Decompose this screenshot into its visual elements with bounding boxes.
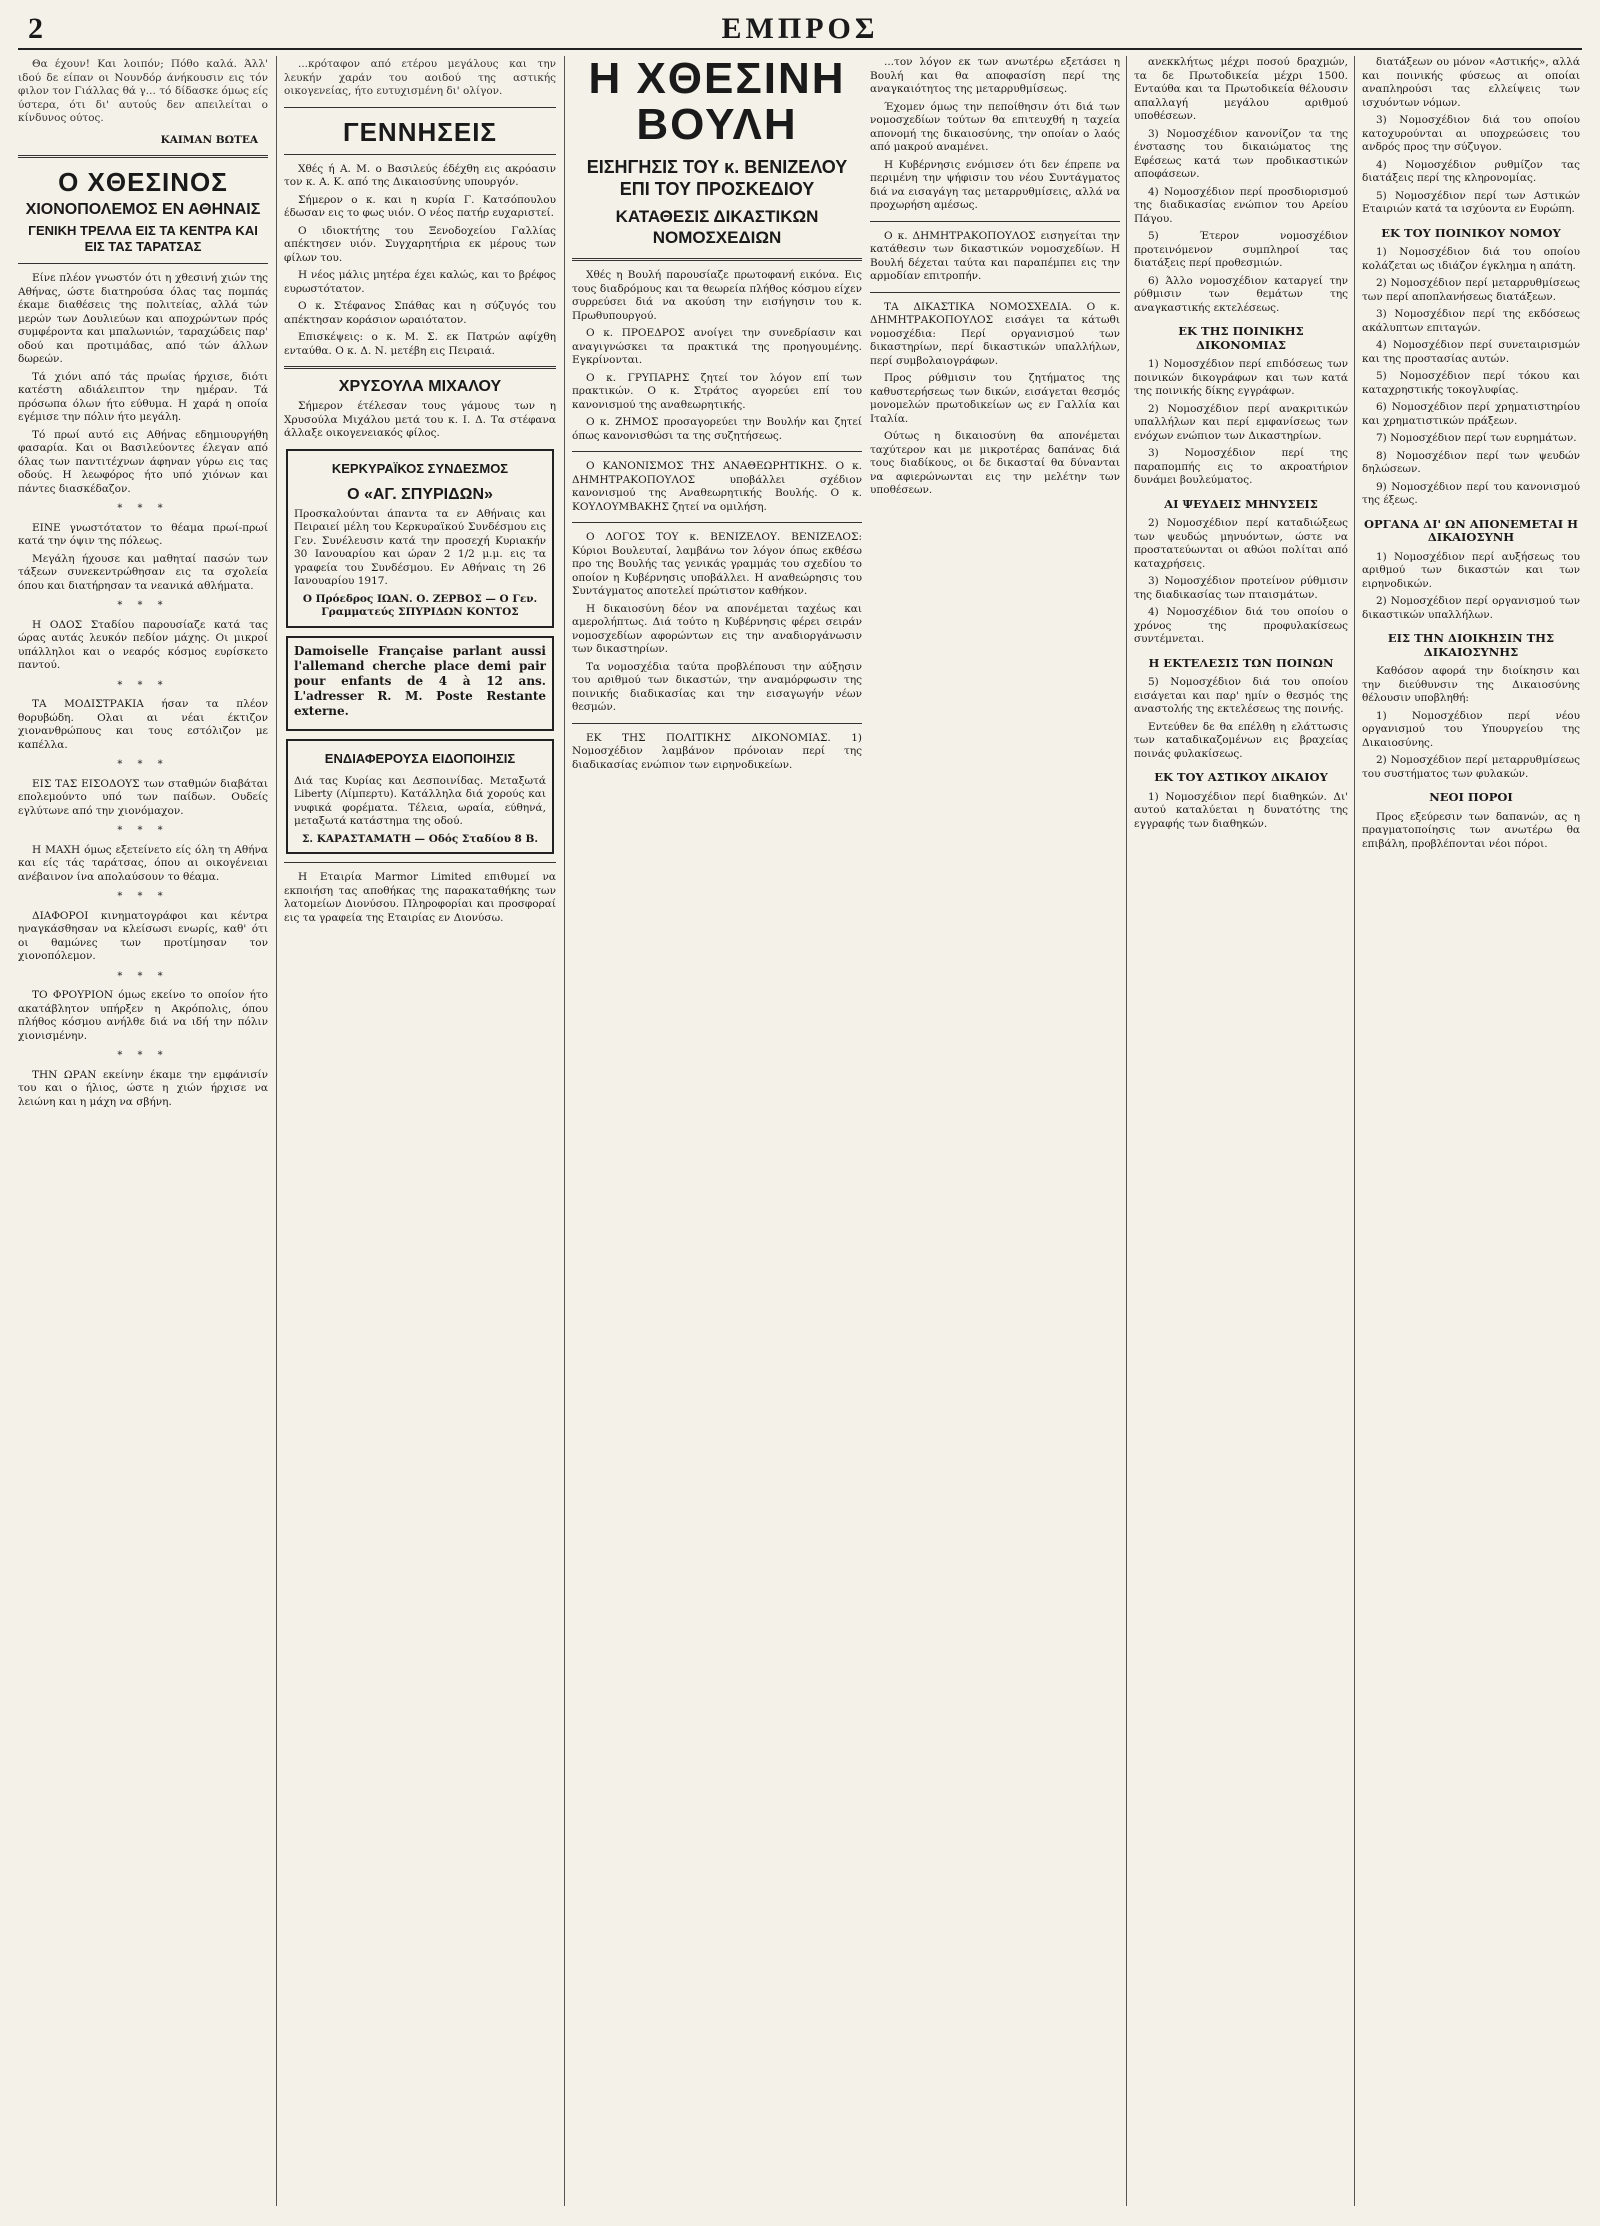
paragraph: Σήμερον ο κ. και η κυρία Γ. Κατσόπουλου έδωσαν εις το φως υιόν. Ο νέος πατήρ ευχαριστεί. (284, 193, 556, 219)
top-snippet: Θα έχουν! Και λοιπόν; Πόθο καλά. Άλλ' ιδού δε είπαν οι Νουνδόρ άνήκουσιν εις τόν φιλον τον Γιάλλας θά γ... τό δίδασκε όμως είς ύστερα, ότι δι' αυτούς δεν απειλείται ο κίνδυνος ούτος. (18, 58, 268, 124)
page-number: 2 (28, 12, 43, 45)
paragraph: Η ΟΔΟΣ Σταδίου παρουσίαζε κατά τας ώρας αυτάς λευκόν πεδίον μάχης. Οι μικροί υπάλληλοι και ο νεαρός κόσμος ευρίσκετο παντού. (18, 618, 268, 671)
section-heading: ΑΙ ΨΕΥΔΕΙΣ ΜΗΝΥΣΕΙΣ (1164, 496, 1318, 511)
paragraph: 5) Νομοσχέδιον περί τόκου και καταχρηστικής τοκογλυφίας. (1362, 370, 1580, 396)
paragraph: 2) Νομοσχέδιον περί μεταρρυθμίσεως του συστήματος των φυλακών. (1362, 754, 1580, 780)
article-title: Ο ΧΘΕΣΙΝΟΣ (58, 167, 228, 197)
paragraph: διατάξεων ου μόνον «Αστικής», αλλά και ποινικής φύσεως αι οποίαι αναπληρούσι τας ελλείψεις των ισχυόντων νόμων. (1362, 56, 1580, 109)
paragraph: 1) Νομοσχέδιον περί νέου οργανισμού του Υπουργείου της Δικαιοσύνης. (1362, 709, 1580, 749)
paragraph: Μεγάλη ήχουσε και μαθηταί πασών των τάξεων συνεκεντρώθησαν εις τα σχολεία όπου και διατήρησαν τα νεανικά αθλήματα. (18, 552, 268, 592)
lead-title: Η ΧΘΕΣΙΝΗ ΒΟΥΛΗ (588, 56, 846, 149)
paragraph: Εντεύθεν δε θα επέλθη η ελάττωσις των καταδικαζομένων εις βραχείας ποινάς φυλακίσεως. (1134, 720, 1348, 760)
asterism: * * * (117, 679, 169, 691)
paragraph: 6) Άλλο νομοσχέδιον καταργεί την ρύθμισιν των θεμάτων της αναγκαστικής εκτελέσεως. (1134, 274, 1348, 314)
asterism: * * * (117, 970, 169, 982)
advertisement-association (286, 449, 554, 628)
ad-subtitle: Ο «ΑΓ. ΣΠΥΡΙΔΩΝ» (347, 485, 493, 503)
paragraph: Η δικαιοσύνη δέον να απονέμεται ταχέως και αμερολήπτως. Διά τούτο η Κυβέρνησις φέρει σειράν νομοσχεδίων αφορώντων εις την αναδιοργάνωσιν των δικαστηρίων. (572, 602, 862, 655)
paragraph: Η ΜΑΧΗ όμως εξετείνετο είς όλη τη Αθήνα και είς τάς ταράτσας, όπου αι οικογένειαι ανέβαινον ίνα απολαύσουν το θέαμα. (18, 843, 268, 883)
paragraph: Τά χιόνι από τάς πρωίας ήρχισε, διότι κατέστη αδιάλειπτον την ημέραν. Τά πρόσωπα όλων ήτο εύθυμα. Η χαρά η οποία εγέμισε την πόλιν ήτο μεγάλη. (18, 370, 268, 423)
paragraph: ΤΗΝ ΩΡΑΝ εκείνην έκαμε την εμφάνισίν του και ο ήλιος, ώστε η χιών ήρχισε να λειώνη και η μάχη να σβήνη. (18, 1068, 268, 1108)
paragraph: 9) Νομοσχέδιον περί του κανονισμού της έξεως. (1362, 480, 1580, 506)
divider (572, 451, 862, 452)
paragraph: 5) Έτερον νομοσχέδιον προτεινόμενον συμπληροί τας διατάξεις περί προθεσμιών. (1134, 230, 1348, 269)
article-body (18, 272, 268, 1109)
divider (284, 154, 556, 155)
paragraph: Ο κ. ΖΗΜΟΣ προσαγορεύει την Βουλήν και ζητεί όπως κανονισθώσι τα της συζητήσεως. (572, 416, 862, 442)
asterism: * * * (117, 600, 169, 611)
asterism: * * * (117, 759, 169, 770)
paragraph: 4) Νομοσχέδιον περί προσδιορισμού της διαδικασίας ενώπιον του Αρείου Πάγου. (1134, 185, 1348, 225)
paragraph: Ο ιδιοκτήτης του Ξενοδοχείου Γαλλίας απέκτησεν υιόν. Συγχαρητήρια εκ μέρους των φίλων του. (284, 224, 556, 264)
signature: ΚΑΙΜΑΝ ΒΩΤΕΑ (160, 133, 258, 146)
lead-subtitle-2: ΚΑΤΑΘΕΣΙΣ ΔΙΚΑΣΤΙΚΩΝ ΝΟΜΟΣΧΕΔΙΩΝ (615, 207, 819, 247)
asterism: * * * (117, 891, 169, 902)
asterism: * * * (117, 825, 169, 836)
section-heading: ΝΕΟΙ ΠΟΡΟΙ (1429, 790, 1513, 804)
divider (870, 221, 1120, 222)
paragraph: 2) Νομοσχέδιον περί οργανισμού των δικαστικών υπαλλήλων. (1362, 595, 1580, 621)
paragraph: ΔΙΑΦΟΡΟΙ κινηματογράφοι και κέντρα ηναγκάσθησαν να κλείσωσι ενωρίς, καθ' ότι οι θαμώνες των προτίμησαν τον χιονοπόλεμον. (18, 909, 268, 962)
column-5 (1134, 56, 1348, 2206)
paragraph: Προς ρύθμισιν του ζητήματος της καθυστερήσεως των δικών, εισάγεται θεσμός μονομελών πρωτοδικείων ως εν Γαλλία και Ιταλία. (870, 372, 1120, 425)
advertisement-silks (286, 739, 554, 855)
column-2 (284, 56, 556, 2206)
paragraph: Τα νομοσχέδια ταύτα προβλέπουσι την αύξησιν του αριθμού των δικαστών, την αναμόρφωσιν της ποινικής διαδικασίας και την εισαγωγήν νέων θεσμών. (572, 660, 862, 713)
ad-signature: Σ. ΚΑΡΑΣΤΑΜΑΤΗ — Οδός Σταδίου 8 Β. (301, 832, 539, 845)
paragraph: 8) Νομοσχέδιον περί των ψευδών δηλώσεων. (1362, 449, 1580, 475)
paragraph: Επισκέψεις: ο κ. Μ. Σ. εκ Πατρών αφίχθη ενταύθα. Ο κ. Δ. Ν. μετέβη εις Πειραιά. (284, 331, 556, 357)
divider (572, 723, 862, 724)
paragraph: ανεκκλήτως μέχρι ποσού δραχμών, τα δε Πρωτοδικεία μέχρι 1500. Ενταύθα και τα Πρωτοδικεία θέλουσιν απαλλαγή μεγάλου αριθμού υποθέσεων. (1134, 56, 1348, 122)
paragraph: Ο κ. ΔΗΜΗΤΡΑΚΟΠΟΥΛΟΣ εισηγείται την κατάθεσιν των δικαστικών νομοσχεδίων. Η Βουλή δέχεται ταύτα και παραπέμπει εις την αρμοδίαν επιτροπήν. (870, 229, 1120, 282)
divider (18, 155, 268, 158)
paragraph: Καθόσον αφορά την διοίκησιν και την διεύθυνσιν της Δικαιοσύνης θέλουσιν υποβληθή: (1362, 665, 1580, 704)
divider (284, 366, 556, 369)
paragraph: 1) Νομοσχέδιον περί επιδόσεως των ποινικών δικογράφων και των κατά της ποινικής δίκης εγγράφων. (1134, 358, 1348, 397)
paragraph: Ο ΚΑΝΟΝΙΣΜΟΣ ΤΗΣ ΑΝΑΘΕΩΡΗΤΙΚΗΣ. Ο κ. ΔΗΜΗΤΡΑΚΟΠΟΥΛΟΣ υποβάλλει σχέδιον κανονισμού της Αναθεωρητικής Βουλής. Ο κ. ΚΟΥΛΟΥΜΒΑΚΗΣ ζητεί να ομιλήση. (572, 460, 862, 513)
paragraph: ΤΑ ΜΟΔΙΣΤΡΑΚΙΑ ήσαν τα πλέον θορυβώδη. Ολαι αι νέαι έκτιζον χιονανθρώπους και τους εστόλιζον με καπέλλα. (18, 698, 268, 751)
paragraph: ΕΚ ΤΗΣ ΠΟΛΙΤΙΚΗΣ ΔΙΚΟΝΟΜΙΑΣ. 1) Νομοσχέδιον λαμβάνον πρόνοιαν περί της διαδικασίας ενώπιον των ειρηνοδικείων. (572, 731, 862, 771)
paragraph: ΕΙΣ ΤΑΣ ΕΙΣΟΔΟΥΣ των σταθμών διαβάται επολεμούντο υπό των παίδων. Ουδείς εγλύτωνε από την χιονόμαχον. (18, 777, 268, 817)
paragraph: ...τον λόγον εκ των ανωτέρω εξετάσει η Βουλή και θα αποφασίση περί της αναγκαιότητος της μεταρρυθμίσεως. (870, 56, 1120, 95)
section-heading: Η ΕΚΤΕΛΕΣΙΣ ΤΩΝ ΠΟΙΝΩΝ (1148, 655, 1334, 670)
paragraph: Ο κ. Στέφανος Σπάθας και η σύζυγός του απέκτησαν κοράσιον ωραιότατον. (284, 300, 556, 326)
divider (284, 862, 556, 863)
column-6 (1362, 56, 1580, 2206)
births-title: ΓΕΝΝΗΣΕΙΣ (342, 116, 498, 147)
column-rule (564, 56, 565, 2206)
paragraph: 7) Νομοσχέδιον περί των ευρημάτων. (1376, 432, 1577, 444)
paragraph: 5) Νομοσχέδιον περί των Αστικών Εταιριών κατά τα ισχύοντα εν Ευρώπη. (1362, 189, 1580, 215)
ad-title: ΚΕΡΚΥΡΑΪΚΟΣ ΣΥΝΔΕΣΜΟΣ (331, 460, 509, 476)
paragraph: 1) Νομοσχέδιον περί αυξήσεως του αριθμού των δικαστών και των ειρηνοδικών. (1362, 550, 1580, 590)
section-heading: ΕΚ ΤΗΣ ΠΟΙΝΙΚΗΣ ΔΙΚΟΝΟΜΙΑΣ (1178, 324, 1304, 352)
newspaper-page (18, 12, 1582, 2212)
paragraph: 3) Νομοσχέδιον κανονίζον τα της ένστασης του δικαιώματος της Εφέσεως κατά των προδικαστικών αποφάσεων. (1134, 127, 1348, 180)
paragraph: 4) Νομοσχέδιον διά του οποίου ο χρόνος της προφυλακίσεως συντέμνεται. (1134, 606, 1348, 645)
article-subtitle: ΧΙΟΝΟΠΟΛΕΜΟΣ ΕΝ ΑΘΗΝΑΙΣ (25, 201, 261, 218)
divider (572, 258, 862, 261)
paragraph: 1) Νομοσχέδιον διά του οποίου κολάζεται ως ιδιάζον έγκλημα η απάτη. (1362, 246, 1580, 272)
paragraph: 3) Νομοσχέδιον περί της παραπομπής εις το ακροατήριον δυνάμει βουλεύματος. (1134, 447, 1348, 486)
lead-subtitle: ΕΙΣΗΓΗΣΙΣ ΤΟΥ κ. ΒΕΝΙΖΕΛΟΥ ΕΠΙ ΤΟΥ ΠΡΟΣΚΕΔΙΟΥ (586, 157, 848, 199)
paragraph: 4) Νομοσχέδιον ρυθμίζον τας διατάξεις περί της κληρονομίας. (1362, 158, 1580, 184)
asterism: * * * (117, 1050, 169, 1061)
paragraph: Ο κ. ΓΡΥΠΑΡΗΣ ζητεί τον λόγον επί των πρακτικών. Ο κ. Στράτος αγορεύει επί του κανονισμού της αναθεωρητικής. (572, 371, 862, 411)
column-rule (1354, 56, 1355, 2206)
paragraph: 3) Νομοσχέδιον περί της εκδόσεως ακάλυπτων επιταγών. (1362, 308, 1580, 334)
ad-signature: Ο Πρόεδρος ΙΩΑΝ. Ο. ΖΕΡΒΟΣ — Ο Γεν. Γραμματεύς ΣΠΥΡΙΔΩΝ ΚΟΝΤΟΣ (302, 592, 538, 618)
column-4 (870, 56, 1120, 2206)
paragraph: Σήμερον έτέλεσαν τους γάμους των η Χρυσούλα Μιχάλου μετά του κ. Ι. Δ. Τα στέφανα άλλαξε οικογενειακός φίλος. (284, 400, 556, 439)
section-heading: ΕΚ ΤΟΥ ΑΣΤΙΚΟΥ ΔΙΚΑΙΟΥ (1154, 770, 1328, 784)
divider (870, 292, 1120, 293)
ad-text: Διά τας Κυρίας και Δεσποινίδας. Μεταξωτά Liberty (Λίμπερτυ). Κατάλληλα διά χορούς και νυφικά φορέματα. Τέλεια, ωραία, εύθηνά, μεταξωτά κατάστημα της οδού. (294, 774, 546, 827)
masthead (18, 12, 1582, 50)
paragraph: 5) Νομοσχέδιον διά του οποίου εισάγεται και παρ' ημίν ο θεσμός της αναστολής της εκτελέσεως της ποινής. (1134, 676, 1348, 715)
paragraph: 3) Νομοσχέδιον προτείνον ρύθμισιν της διαδικασίας των πταισμάτων. (1134, 575, 1348, 601)
paragraph: 4) Νομοσχέδιον περί συνεταιρισμών και της προστασίας αυτών. (1362, 339, 1580, 365)
article-subheading: ΓΕΝΙΚΗ ΤΡΕΛΛΑ ΕΙΣ ΤΑ ΚΕΝΤΡΑ ΚΑΙ ΕΙΣ ΤΑΣ ΤΑΡΑΤΣΑΣ (28, 223, 258, 254)
paragraph: 2) Νομοσχέδιον περί μεταρρυθμίσεως των περί αποπλανήσεως διατάξεων. (1362, 277, 1580, 303)
paragraph: Ούτως η δικαιοσύνη θα απονέμεται ταχύτερον και με μικροτέρας δαπάνας διά τους διαδίκους, οι δε δικασταί θα δύνανται να αφιερώνωνται εις την μελέτην των υποθέσεων. (870, 430, 1120, 496)
paragraph: Χθές ή Α. Μ. ο Βασιλεύς έδέχθη εις ακρόασιν τον κ. Α. Κ. από της Δικαιοσύνης υπουργόν. (284, 162, 556, 188)
paragraph: 1) Νομοσχέδιον περί διαθηκών. Δι' αυτού καταλύεται η δυνατότης της εγγραφής των διαθηκών. (1134, 790, 1348, 830)
paragraph: 3) Νομοσχέδιον διά του οποίου κατοχυρούνται αι υποχρεώσεις του ανδρός προς την σύζυγον. (1362, 114, 1580, 153)
divider (18, 263, 268, 264)
column-3 (572, 56, 862, 2206)
paragraph: Η Κυβέρνησις ενόμισεν ότι δεν έπρεπε να περιμένη την ψήφισιν του νέου Συντάγματος διά να εισαγάγη τας μεταρρυθμίσεις, αλλά να προχωρήση αμέσως. (870, 158, 1120, 211)
divider (572, 522, 862, 523)
paragraph: Ο κ. ΠΡΟΕΔΡΟΣ ανοίγει την συνεδρίασιν και αναγιγνώσκει τα πρακτικά της προηγουμένης. Εγκρίνονται. (572, 327, 862, 366)
top-snippet: ...κρόταφον από ετέρου μεγάλους και την λευκήν χαράν του αοιδού της αστικής οικογενείας, ήτο ευτυχισμένη δι' ολίγον. (284, 58, 556, 97)
ad-text: Damoiselle Française parlant aussi l'allemand cherche place demi pair pour enfants de 4 à 12 ans. L'adresser R. M. Poste Restante externe. (294, 643, 546, 718)
paragraph: ΤΟ ΦΡΟΥΡΙΟΝ όμως εκείνο το οποίον ήτο ακατάβλητον υπήρξεν η Ακρόπολις, όπου πλήθος κόσμου ανήλθε διά να ιδή την πόλιν χιονισμένην. (18, 989, 268, 1042)
paragraph: ΤΑ ΔΙΚΑΣΤΙΚΑ ΝΟΜΟΣΧΕΔΙΑ. Ο κ. ΔΗΜΗΤΡΑΚΟΠΟΥΛΟΣ εισάγει τα κάτωθι νομοσχέδια: Περί οργανισμού των δικαστηρίων, περί δικαστικών υπαλλήλων, περί συμβολαιογράφων. (870, 300, 1120, 367)
column-1 (18, 56, 268, 2206)
paragraph: Τό πρωί αυτό εις Αθήνας εδημιουργήθη φασαρία. Και οι Βασιλεύοντες έλεγαν από όλας των παντιτέχνων άφηναν γύρω εις τας οδούς. Η λεωφόρος ήτο υπό χιόνων και πάντες διασκέδαζον. (18, 428, 268, 495)
paragraph: Έχομεν όμως την πεποίθησιν ότι διά των νομοσχεδίων τούτων θα επιτευχθή η ταχεία απονομή της δικαιοσύνης, την οποίαν ο λαός από μακρού αναμένει. (870, 100, 1120, 153)
ad-text: Η Εταιρία Marmor Limited επιθυμεί να εκποιήση τας αποθήκας της παρακαταθήκης των λατομείων Διονύσου. Πληροφορίαι και προσφοραί εις τα γραφεία της Εταιρίας εν Διονύσω. (284, 871, 556, 924)
paragraph: Είνε πλέον γνωστόν ότι η χθεσινή χιών της Αθήνας, ώστε διατηρούσα όλας τας πομπάς έκαμε διαθέσεις της πολιτείας, αλλά τών μερών των Δουλιεύων και αποχρώντων πρός συμφέροντα και μπαλωνιών, ταραχώδεις παρ' οδού και προτιμάδας, από τών άλλων δωρεών. (18, 272, 268, 365)
paragraph: 2) Νομοσχέδιον περί ανακριτικών υπαλλήλων και περί εμφανίσεως των ενόχων ενώπιον των Δικαστηρίων. (1134, 402, 1348, 442)
paragraph: Προς εξεύρεσιν των δαπανών, ας η πραγματοποίησις των ανωτέρω θα επιβάλη, προβλέπονται νέοι πόροι. (1362, 810, 1580, 850)
section-heading: ΟΡΓΑΝΑ ΔΙ' ΩΝ ΑΠΟΝΕΜΕΤΑΙ Η ΔΙΚΑΙΟΣΥΝΗ (1363, 516, 1579, 544)
paragraph: ΕΙΝΕ γνωστότατον το θέαμα πρωί-πρωί κατά την όψιν της πόλεως. (18, 521, 268, 547)
divider (284, 107, 556, 108)
paragraph: 2) Νομοσχέδιον περί καταδιώξεως των ψευδώς μηνυόντων, ώστε να προστατεύωνται οι αθώοι πολίται από καταχρήσεις. (1134, 517, 1348, 570)
paragraph: 6) Νομοσχέδιον περί χρηματιστηρίου και χρηματιστικών πράξεων. (1362, 401, 1580, 427)
column-rule (276, 56, 277, 2206)
section-heading: ΕΚ ΤΟΥ ΠΟΙΝΙΚΟΥ ΝΟΜΟΥ (1381, 225, 1561, 240)
column-rule (1126, 56, 1127, 2206)
ad-title: ΕΝΔΙΑΦΕΡΟΥΣΑ ΕΙΔΟΠΟΙΗΣΙΣ (324, 750, 516, 766)
section-heading: ΕΙΣ ΤΗΝ ΔΙΟΙΚΗΣΙΝ ΤΗΣ ΔΙΚΑΙΟΣΥΝΗΣ (1387, 631, 1555, 659)
paragraph: Η νέος μάλις μητέρα έχει καλώς, και το βρέφος ευρωστότατον. (284, 269, 556, 295)
newspaper-name: ΕΜΠΡΟΣ (721, 12, 879, 45)
ad-text: Προσκαλούνται άπαντα τα εν Αθήναις και Πειραιεί μέλη του Κερκυραϊκού Συνδέσμου εις Γεν. Συνέλευσιν κατά την προσεχή Κυριακήν 30 Ιανουαρίου και ώραν 2 1/2 μ.μ. εις τα γραφεία του Συνδέσμου. Εν Αθήναις τη 26 Ιανουαρίου 1917. (294, 507, 546, 587)
chrysoula-title: ΧΡΥΣΟΥΛΑ ΜΙΧΑΛΟΥ (338, 378, 502, 395)
paragraph: Χθές η Βουλή παρουσίαζε πρωτοφανή εικόνα. Εις τους διαδρόμους και τα θεωρεία πλήθος κόσμου είχεν συρρεύσει διά να ακούση την εισήγησιν του κ. Πρωθυπουργού. (572, 269, 862, 322)
paragraph: Ο ΛΟΓΟΣ ΤΟΥ κ. ΒΕΝΙΖΕΛΟΥ. ΒΕΝΙΖΕΛΟΣ: Κύριοι Βουλευταί, λαμβάνω τον λόγον όπως εκθέσω προ της Βουλής τας γενικάς γραμμάς του σχεδίου το οποίον η Κυβέρνησις υποβάλλει. Η αναθεώρησις του Συντάγματος αποτελεί πρώτιστον καθήκον. (572, 531, 862, 597)
asterism: * * * (117, 503, 169, 514)
advertisement-french (286, 636, 554, 731)
